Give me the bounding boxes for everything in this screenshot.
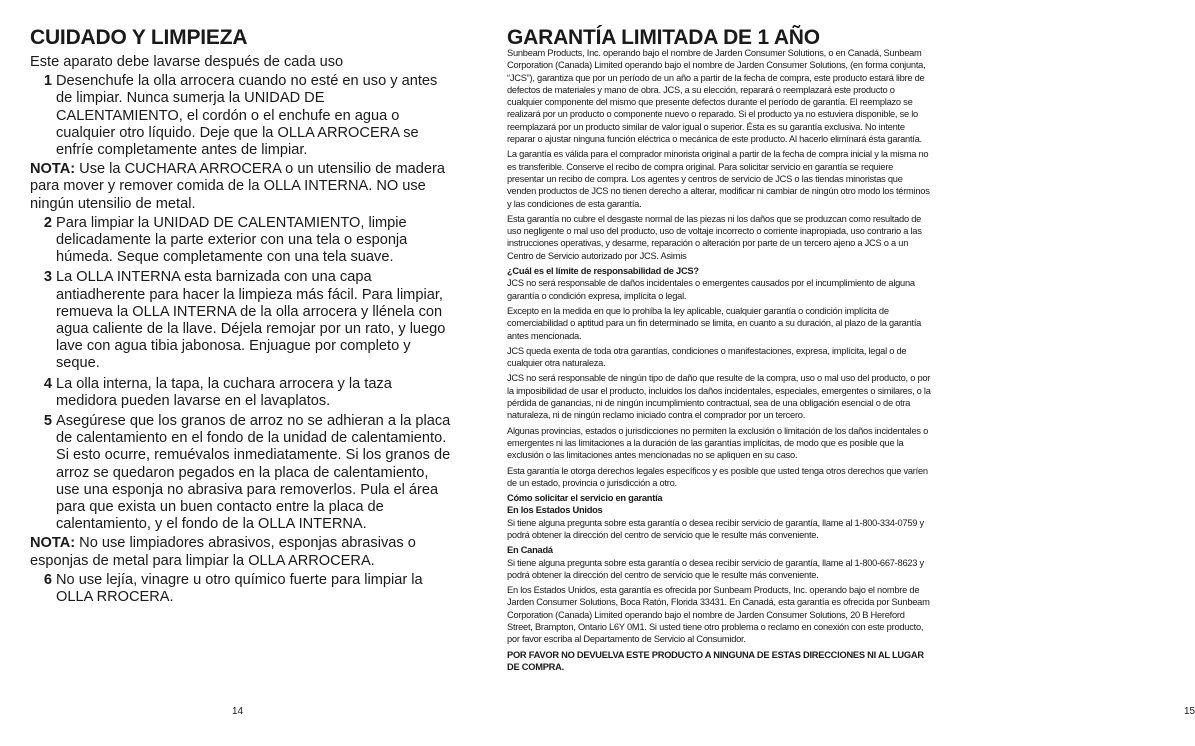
note-text: No use limpiadores abrasivos, esponjas abrasivas o esponjas de metal para limpiar la OLLA ARROCERA. [30, 535, 416, 569]
final-notice: POR FAVOR NO DEVUELVA ESTE PRODUCTO A NINGUNA DE ESTAS DIRECCIONES NI AL LUGAR DE COMPRA. [507, 649, 924, 672]
note-label: NOTA: [30, 535, 76, 552]
paragraph: Esta garantía le otorga derechos legales específicos y es posible que usted tenga otros derechos que varíen de un estado, provincia o jurisdicción a otro. [507, 465, 928, 488]
list-item [30, 572, 455, 606]
paragraph: En los Estados Unidos, esta garantía es ofrecida por Sunbeam Products, Inc. operando bajo el nombre de Jarden Consumer Solutions, Boca Ratón, Florida 33431. En Canadá, esta garantía es ofrecida por Sunbeam Corporation (Canada) Limited operando bajo el nombre de Jarden Consumer Solutions, 20 B Hereford Street, Brampton, Ontario L6Y 0M1. Si usted tiene otro problema o reclamo en conexión con este producto, por favor escriba al Departamento de Servicio al Consumidor. [507, 585, 930, 645]
note-text: Use la CUCHARA ARROCERA o un utensilio de madera para mover y remover comida de la OLLA INTERNA. NO use ningún utensilio de metal. [30, 161, 445, 212]
paragraph: JCS queda exenta de toda otra garantías, condiciones o manifestaciones, expresa, implícita, legal o de cualquier otra naturaleza. [507, 345, 907, 369]
page-title: GARANTÍA LIMITADA DE 1 AÑO [507, 26, 820, 49]
paragraph: Sunbeam Products, Inc. operando bajo el nombre de Jarden Consumer Solutions, o en Canadá, Sunbeam Corporation (Canada) Limited operando bajo el nombre de Jarden Consumer Solutions, (en forma conjunta, “JCS”), garantiza que por un período de un año a partir de la fecha de compra, este producto estará libre de defectos de materiales y mano de obra. JCS, a su elección, reparará o reemplazará este producto o cualquier componente del mismo que presente defectos durante el período de garantía. El reemplazo se realizará por un producto o componente nuevo o reparado. Si el producto ya no estuviera disponible, se lo reemplazará por un producto similar de valor igual o superior. Ésta es su garantía exclusiva. No intente reparar o ajustar ninguna función eléctrica o mecánica de este producto. Al hacerlo elimínará ésta garantía. [507, 48, 926, 145]
paragraph: JCS no será responsable de daños incidentales o emergentes causados por el incumplimiento de alguna garantía o condición expresa, implícita o legal. [507, 278, 915, 301]
list-item [30, 73, 455, 159]
note [30, 535, 455, 569]
item-number: 6 [43, 571, 52, 588]
item-number: 1 [43, 73, 52, 90]
section-heading: ¿Cuál es el límite de responsabilidad de JCS? [507, 266, 699, 277]
paragraph: Esta garantía no cubre el desgaste normal de las piezas ni los daños que se produzcan como resultado de uso negligente o mal uso del producto, uso de voltaje incorrecto o corriente inapropiada, uso contrario a las instrucciones operativas, y desarme, reparación o alteración por parte de un tercero ajeno a JCS o a un Centro de Servicio autorizado por JCS. Asimis [507, 213, 922, 261]
list-item [30, 413, 455, 533]
list-item [30, 269, 455, 372]
paragraph: La garantía es válida para el comprador minorista original a partir de la fecha de compra inicial y la misma no es transferible. Conserve el recibo de compra original. Para solicitar servicio en garantía se requiere presentar un recibo de compra. Los agentes y centros de servicio de JCS o las tiendas minoristas que venden productos de JCS no tienen derecho a alterar, modificar ni cambiar de ningún otro modo los términos y las condiciones de esta garantía. [507, 149, 930, 209]
paragraph: Si tiene alguna pregunta sobre esta garantía o desea recibir servicio de garantía, llame al 1-800-334-0759 y podrá obtener la dirección del centro de servicio que le resulte más conveniente. [507, 517, 924, 540]
section-heading: Cómo solicitar el servicio en garantía [507, 493, 663, 504]
note [30, 161, 455, 213]
left-page [0, 0, 477, 746]
item-text: La olla interna, la tapa, la cuchara arrocera y la taza medidora pueden lavarse en el lavaplatos. [56, 375, 392, 409]
page-number: 15 [1184, 706, 1195, 717]
item-number: 2 [43, 214, 52, 231]
intro-text: Este aparato debe lavarse después de cada uso [30, 54, 344, 70]
page-title: CUIDADO Y LIMPIEZA [30, 26, 248, 49]
right-page [477, 0, 1195, 746]
paragraph: JCS no será responsable de ningún tipo de daño que resulte de la compra, uso o mal uso del producto, o por la imposibilidad de usar el producto, incluidos los daños incidentales, especiales, emergentes o similares, o la pérdida de ganancias, ni de ningún incumplimiento contractual, sea de una obligación esencial o de otra naturaleza, ni de ningún reclamo iniciado contra el comprador por un tercero. [507, 373, 931, 421]
item-text: Asegúrese que los granos de arroz no se adhieran a la placa de calentamiento en el fondo de la unidad de calentamiento. Si esto ocurre, remuévalos inmediatamente. Si los granos de arroz se quedaron pegados en la placa de calentamiento, use una esponja no abrasiva para removerlos. Pula el área para que exista un buen contacto entre la placa de calentamiento, y el fondo de la OLLA INTERNA. [56, 413, 451, 533]
note-label: NOTA: [30, 161, 76, 178]
item-number: 3 [43, 269, 52, 286]
cleaning-instructions [30, 54, 455, 606]
list-item [30, 376, 455, 410]
section-subheading: En Canadá [507, 545, 553, 556]
item-text: Para limpiar la UNIDAD DE CALENTAMIENTO, limpie delicadamente la parte exterior con una tela o esponja húmeda. Seque completamente con una tela suave. [56, 214, 408, 266]
item-number: 5 [43, 413, 52, 430]
paragraph: Excepto en la medida en que lo prohíba la ley aplicable, cualquier garantía o condición implícita de comerciabilidad o aptitud para un fin determinado se limita, en cuanto a su duración, al plazo de la garantía antes mencionada. [507, 305, 922, 341]
paragraph: Si tiene alguna pregunta sobre esta garantía o desea recibir servicio de garantía, llame al 1-800-667-8623 y podrá obtener la dirección del centro de servicio que le resulte más conveniente. [507, 557, 924, 580]
paragraph: Algunas provincias, estados o jurisdicciones no permiten la exclusión o limitación de los daños incidentales o emergentes ni las limitaciones a la duración de las garantías implícitas, de modo que es posible que la exclusión o las limitaciones antes mencionadas no se apliquen en su caso. [507, 425, 929, 461]
item-number: 4 [43, 375, 52, 392]
warranty-text [507, 47, 932, 676]
list-item [30, 215, 455, 267]
section-subheading: En los Estados Unidos [507, 505, 603, 516]
item-text: No use lejía, vinagre u otro químico fuerte para limpiar la OLLA RROCERA. [56, 571, 423, 606]
item-text: Desenchufe la olla arrocera cuando no esté en uso y antes de limpiar. Nunca sumerja la UNIDAD DE CALENTAMIENTO, el cordón o el enchufe en agua o cualquier otro líquido. Deje que la OLLA ARROCERA se enfríe completamente antes de limpiar. [56, 73, 438, 159]
item-text: La OLLA INTERNA esta barnizada con una capa antiadherente para hacer la limpieza más fácil. Para limpiar, remueva la OLLA INTERNA de la olla arrocera y llénela con agua caliente de la llave. Déjela remojar por un rato, y luego lave con agua tibia jabonosa. Enjuague por completo y seque. [56, 269, 446, 372]
page-number: 14 [232, 706, 244, 717]
